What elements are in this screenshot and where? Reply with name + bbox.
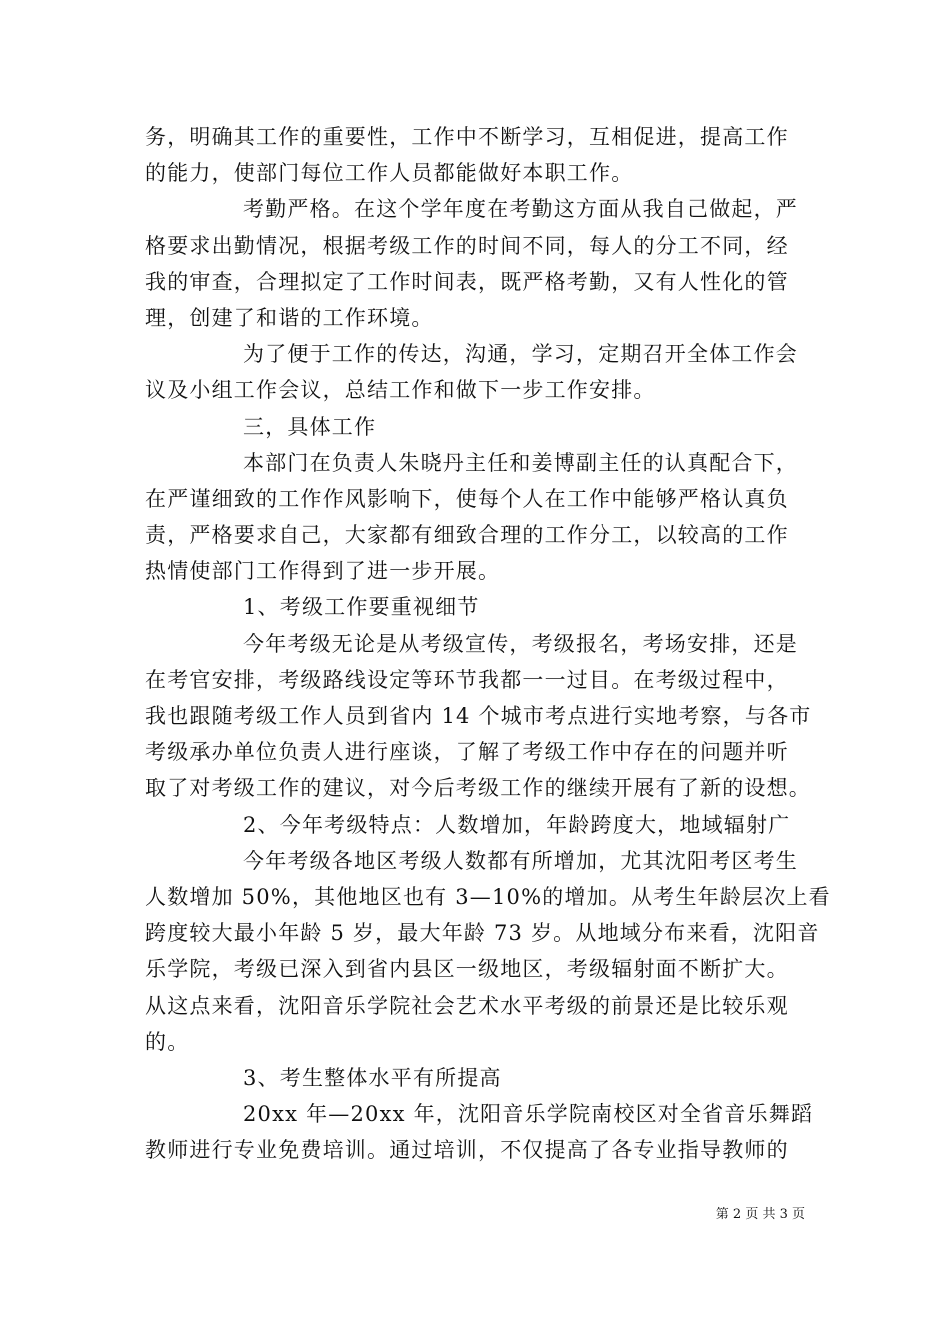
text-line: 今年考级无论是从考级宣传，考级报名，考场安排，还是 — [243, 631, 798, 656]
text-line: 本部门在负责人朱晓丹主任和姜博副主任的认真配合下， — [243, 450, 798, 475]
body-text — [145, 119, 831, 1168]
text-line: 热情使部门工作得到了进一步开展。 — [145, 559, 501, 584]
section-heading: 三，具体工作 — [243, 414, 377, 439]
text-line: 为了便于工作的传达，沟通，学习，定期召开全体工作会 — [243, 342, 798, 367]
text-line: 格要求出勤情况，根据考级工作的时间不同，每人的分工不同，经 — [145, 233, 789, 258]
text-line: 在考官安排，考级路线设定等环节我都一一过目。在考级过程中， — [145, 667, 789, 692]
text-line: 我的审查，合理拟定了工作时间表，既严格考勤，又有人性化的管 — [145, 269, 789, 294]
subsection-heading: 1、考级工作要重视细节 — [243, 595, 480, 620]
text-line: 责，严格要求自己，大家都有细致合理的工作分工，以较高的工作 — [145, 523, 789, 548]
text-line: 跨度较大最小年龄 5 岁，最大年龄 73 岁。从地域分布来看，沈阳音 — [145, 921, 820, 946]
text-line: 议及小组工作会议，总结工作和做下一步工作安排。 — [145, 378, 656, 403]
text-line: 我也跟随考级工作人员到省内 14 个城市考点进行实地考察，与各市 — [145, 704, 812, 728]
subsection-heading: 2、今年考级特点：人数增加，年龄跨度大，地域辐射广 — [243, 812, 791, 837]
text-line: 人数增加 50%，其他地区也有 3—10%的增加。从考生年龄层次上看 — [145, 884, 831, 909]
text-line: 20xx 年—20xx 年，沈阳音乐学院南校区对全省音乐舞蹈 — [243, 1102, 814, 1127]
text-line: 考勤严格。在这个学年度在考勤这方面从我自己做起，严 — [243, 197, 798, 222]
text-line: 乐学院，考级已深入到省内县区一级地区，考级辐射面不断扩大。 — [145, 957, 789, 982]
text-line: 今年考级各地区考级人数都有所增加，尤其沈阳考区考生 — [243, 848, 798, 873]
text-line: 务，明确其工作的重要性，工作中不断学习，互相促进，提高工作 — [145, 125, 789, 149]
text-line: 从这点来看，沈阳音乐学院社会艺术水平考级的前景还是比较乐观 — [145, 993, 789, 1018]
text-line: 取了对考级工作的建议，对今后考级工作的继续开展有了新的设想。 — [145, 776, 811, 801]
text-line: 教师进行专业免费培训。通过培训，不仅提高了各专业指导教师的 — [145, 1138, 789, 1163]
text-line: 理，创建了和谐的工作环境。 — [145, 305, 434, 330]
page-number: 第 2 页 共 3 页 — [715, 1207, 805, 1222]
text-line: 考级承办单位负责人进行座谈，了解了考级工作中存在的问题并听 — [145, 740, 789, 765]
text-line: 的能力，使部门每位工作人员都能做好本职工作。 — [145, 161, 634, 186]
text-line: 在严谨细致的工作作风影响下，使每个人在工作中能够严格认真负 — [145, 486, 789, 511]
subsection-heading: 3、考生整体水平有所提高 — [243, 1065, 502, 1090]
text-line: 的。 — [145, 1029, 190, 1054]
